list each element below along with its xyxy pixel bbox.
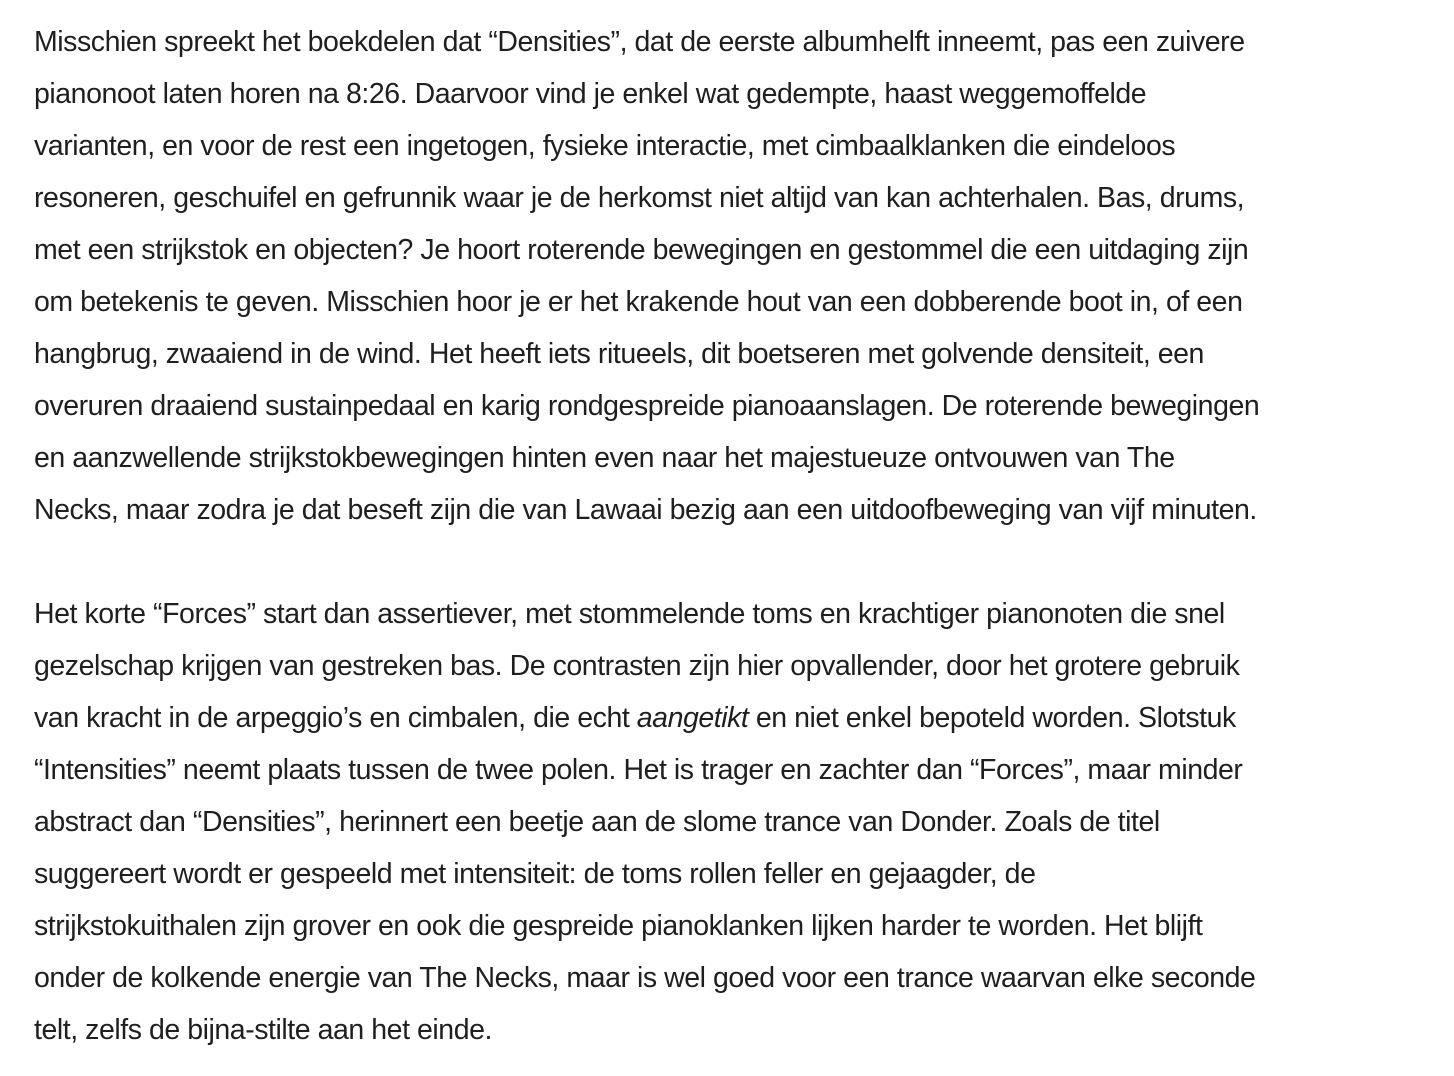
text-line: overuren draaiend sustainpedaal en karig rondgespreide pianoaanslagen. De roterende bewegingen [34, 390, 1260, 422]
text-line: telt, zelfs de bijna-stilte aan het einde. [34, 1014, 492, 1046]
text-line: om betekenis te geven. Misschien hoor je er het krakende hout van een dobberende boot in, of een [34, 286, 1243, 318]
emphasis-aangetikt: aangetikt [636, 702, 749, 734]
text-line: resoneren, geschuifel en gefrunnik waar je de herkomst niet altijd van kan achterhalen. Bas, drums, [34, 182, 1245, 214]
text-line: abstract dan “Densities”, herinnert een beetje aan de slome trance van Donder. Zoals de titel [34, 806, 1160, 838]
text-line: Misschien spreekt het boekdelen dat “Densities”, dat de eerste albumhelft inneemt, pas een zuivere [34, 26, 1245, 58]
text-segment: van kracht in de arpeggio’s en cimbalen, die echt [34, 702, 637, 734]
text-line: Het korte “Forces” start dan assertiever, met stommelende toms en krachtiger pianonoten die snel [34, 598, 1225, 630]
text-line: met een strijkstok en objecten? Je hoort roterende bewegingen en gestommel die een uitdaging zijn [34, 234, 1249, 266]
text-line: strijkstokuithalen zijn grover en ook die gespreide pianoklanken lijken harder te worden. Het blijft [34, 910, 1203, 942]
text-line: onder de kolkende energie van The Necks, maar is wel goed voor een trance waarvan elke seconde [34, 962, 1256, 994]
text-line: varianten, en voor de rest een ingetogen, fysieke interactie, met cimbaalklanken die eindeloos [34, 130, 1176, 162]
text-line-with-emphasis [34, 692, 1429, 744]
text-segment: en niet enkel bepoteld worden. Slotstuk [748, 702, 1236, 734]
paragraph-forces-intensities [34, 588, 1429, 1056]
text-line: suggereert wordt er gespeeld met intensiteit: de toms rollen feller en gejaagder, de [34, 858, 1036, 890]
text-line: gezelschap krijgen van gestreken bas. De contrasten zijn hier opvallender, door het grotere gebruik [34, 650, 1240, 682]
paragraph-densities [34, 16, 1429, 536]
text-line: Necks, maar zodra je dat beseft zijn die van Lawaai bezig aan een uitdoofbeweging van vijf minuten. [34, 494, 1257, 526]
text-line: en aanzwellende strijkstokbewegingen hinten even naar het majestueuze ontvouwen van The [34, 442, 1175, 474]
text-line: hangbrug, zwaaiend in de wind. Het heeft iets ritueels, dit boetseren met golvende densiteit, een [34, 338, 1204, 370]
text-line: “Intensities” neemt plaats tussen de twee polen. Het is trager en zachter dan “Forces”, maar minder [34, 754, 1243, 786]
article-body [34, 16, 1429, 1056]
text-line: pianonoot laten horen na 8:26. Daarvoor vind je enkel wat gedempte, haast weggemoffelde [34, 78, 1147, 110]
